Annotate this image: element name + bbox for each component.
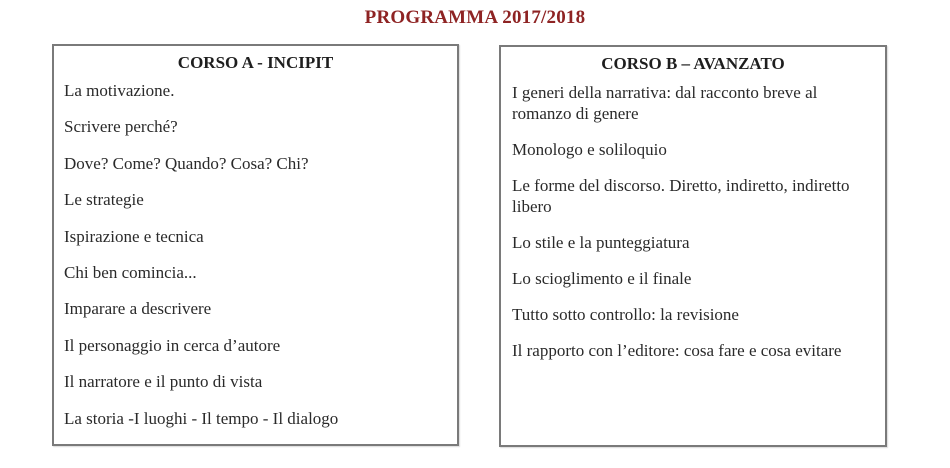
list-item: I generi della narrativa: dal racconto breve al romanzo di genere <box>512 83 818 123</box>
page-title: PROGRAMMA 2017/2018 <box>364 7 586 28</box>
list-item: La motivazione. <box>64 81 175 100</box>
list-item: Lo stile e la punteggiatura <box>512 233 690 252</box>
list-item: Le forme del discorso. Diretto, indiretto, indiretto libero <box>512 176 850 216</box>
course-b-box <box>499 45 887 447</box>
list-item: Tutto sotto controllo: la revisione <box>512 305 739 324</box>
list-item: Chi ben comincia... <box>64 262 197 282</box>
course-b-list <box>501 82 885 361</box>
course-a-box <box>52 44 459 446</box>
list-item: Il personaggio in cerca d’autore <box>64 335 281 355</box>
list-item: Dove? Come? Quando? Cosa? Chi? <box>64 153 309 173</box>
list-item: Monologo e soliloquio <box>512 140 667 159</box>
list-item: Imparare a descrivere <box>64 299 212 319</box>
list-item: Scrivere perché? <box>64 117 178 137</box>
course-a-list <box>54 81 457 445</box>
list-item: Lo scioglimento e il finale <box>512 269 692 288</box>
list-item: Il narratore e il punto di vista <box>64 372 263 392</box>
list-item: Il rapporto con l’editore: cosa fare e cosa evitare <box>512 341 842 360</box>
list-item: Le strategie <box>64 190 144 210</box>
list-item: Ispirazione e tecnica <box>64 226 204 246</box>
list-item: La storia -I luoghi - Il tempo - Il dialogo <box>64 408 339 428</box>
course-b-heading: CORSO B – AVANZATO <box>601 54 785 73</box>
course-a-heading: CORSO A - INCIPIT <box>177 53 334 72</box>
